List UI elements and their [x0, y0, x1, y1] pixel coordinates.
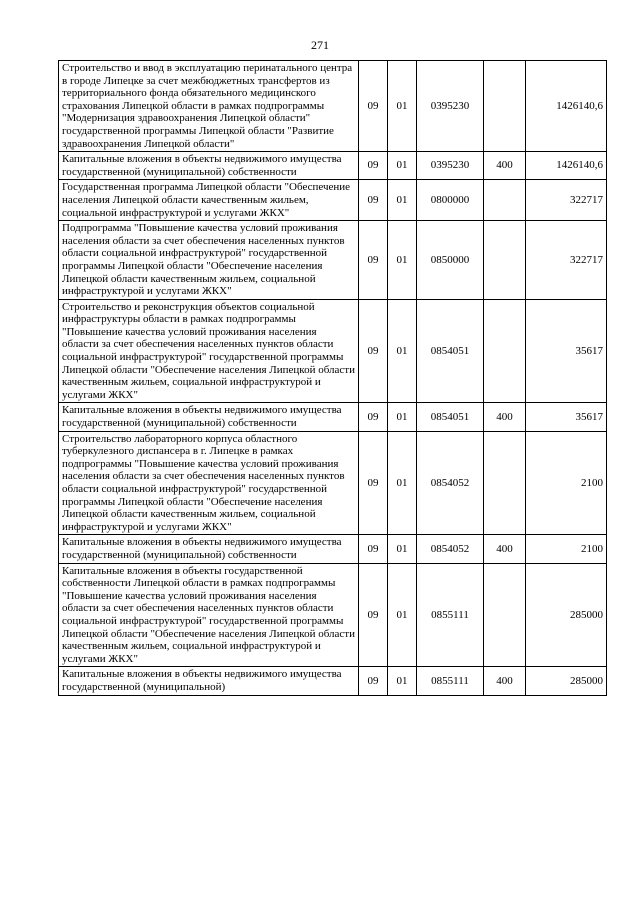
row-target-article: 0395230 — [417, 61, 484, 152]
table-row — [59, 61, 607, 152]
row-description: Капитальные вложения в объекты недвижимого имущества государственной (муниципальной) собственности — [59, 152, 359, 180]
row-description: Капитальные вложения в объекты государственной собственности Липецкой области в рамках подпрограммы "Повышение качества условий проживания населения области за счет обеспечения населенных пунктов области социальной инфраструктурой" государственной программы Липецкой области "Обеспечение населения Липецкой области качественным жильем, социальной инфраструктурой и услугами ЖКХ" — [59, 563, 359, 667]
table-row — [59, 221, 607, 300]
row-amount: 285000 — [526, 563, 607, 667]
row-section: 09 — [359, 431, 388, 535]
row-amount: 35617 — [526, 299, 607, 403]
row-subsection: 01 — [388, 299, 417, 403]
row-description: Строительство лабораторного корпуса областного туберкулезного диспансера в г. Липецке в рамках подпрограммы "Повышение качества условий проживания населения области за счет обеспечения населенных пунктов области социальной инфраструктурой" государственной программы Липецкой области "Обеспечение населения Липецкой области качественным жильем, социальной инфраструктурой и услугами ЖКХ" — [59, 431, 359, 535]
table-row — [59, 535, 607, 563]
row-subsection: 01 — [388, 180, 417, 221]
row-section: 09 — [359, 152, 388, 180]
row-section: 09 — [359, 535, 388, 563]
table-row — [59, 563, 607, 667]
row-section: 09 — [359, 403, 388, 431]
row-amount: 2100 — [526, 535, 607, 563]
row-description: Капитальные вложения в объекты недвижимого имущества государственной (муниципальной) собственности — [59, 535, 359, 563]
row-subsection: 01 — [388, 667, 417, 695]
row-target-article: 0854052 — [417, 431, 484, 535]
row-section: 09 — [359, 61, 388, 152]
row-description: Капитальные вложения в объекты недвижимого имущества государственной (муниципальной) собственности — [59, 403, 359, 431]
row-expense-type — [484, 431, 526, 535]
row-section: 09 — [359, 221, 388, 300]
row-expense-type — [484, 563, 526, 667]
table-row — [59, 403, 607, 431]
row-expense-type — [484, 221, 526, 300]
table-row — [59, 299, 607, 403]
row-target-article: 0854051 — [417, 299, 484, 403]
row-subsection: 01 — [388, 535, 417, 563]
table-row — [59, 431, 607, 535]
row-expense-type: 400 — [484, 535, 526, 563]
row-target-article: 0800000 — [417, 180, 484, 221]
row-description: Строительство и ввод в эксплуатацию перинатального центра в городе Липецке за счет межбюджетных трансфертов из территориального фонда обязательного медицинского страхования Липецкой области в рамках подпрограммы "Модернизация здравоохранения Липецкой области" государственной программы Липецкой области "Развитие здравоохранения Липецкой области" — [59, 61, 359, 152]
row-expense-type: 400 — [484, 403, 526, 431]
row-section: 09 — [359, 180, 388, 221]
row-expense-type: 400 — [484, 667, 526, 695]
row-amount: 322717 — [526, 180, 607, 221]
row-description: Капитальные вложения в объекты недвижимого имущества государственной (муниципальной) — [59, 667, 359, 695]
row-subsection: 01 — [388, 221, 417, 300]
row-subsection: 01 — [388, 403, 417, 431]
row-amount: 322717 — [526, 221, 607, 300]
row-subsection: 01 — [388, 152, 417, 180]
row-amount: 35617 — [526, 403, 607, 431]
table-row — [59, 667, 607, 695]
row-section: 09 — [359, 667, 388, 695]
row-description: Строительство и реконструкция объектов социальной инфраструктуры области в рамках подпрограммы "Повышение качества условий проживания населения области за счет обеспечения населенных пунктов области социальной инфраструктурой" государственной программы Липецкой области "Обеспечение населения Липецкой области качественным жильем, социальной инфраструктурой и услугами ЖКХ" — [59, 299, 359, 403]
row-subsection: 01 — [388, 563, 417, 667]
row-expense-type: 400 — [484, 152, 526, 180]
row-description: Государственная программа Липецкой области "Обеспечение населения Липецкой области качественным жильем, социальной инфраструктурой и услугами ЖКХ" — [59, 180, 359, 221]
row-target-article: 0850000 — [417, 221, 484, 300]
row-target-article: 0854052 — [417, 535, 484, 563]
row-expense-type — [484, 61, 526, 152]
page-number: 271 — [311, 38, 329, 52]
row-target-article: 0854051 — [417, 403, 484, 431]
budget-table — [58, 60, 607, 696]
row-target-article: 0395230 — [417, 152, 484, 180]
row-subsection: 01 — [388, 431, 417, 535]
row-section: 09 — [359, 299, 388, 403]
row-expense-type — [484, 180, 526, 221]
row-target-article: 0855111 — [417, 667, 484, 695]
row-description: Подпрограмма "Повышение качества условий проживания населения области за счет обеспечения населенных пунктов области социальной инфраструктурой" государственной программы Липецкой области "Обеспечение населения Липецкой области качественным жильем, социальной инфраструктурой и услугами ЖКХ" — [59, 221, 359, 300]
row-subsection: 01 — [388, 61, 417, 152]
row-section: 09 — [359, 563, 388, 667]
row-expense-type — [484, 299, 526, 403]
row-amount: 1426140,6 — [526, 152, 607, 180]
table-row — [59, 180, 607, 221]
row-target-article: 0855111 — [417, 563, 484, 667]
row-amount: 1426140,6 — [526, 61, 607, 152]
row-amount: 2100 — [526, 431, 607, 535]
table-row — [59, 152, 607, 180]
row-amount: 285000 — [526, 667, 607, 695]
